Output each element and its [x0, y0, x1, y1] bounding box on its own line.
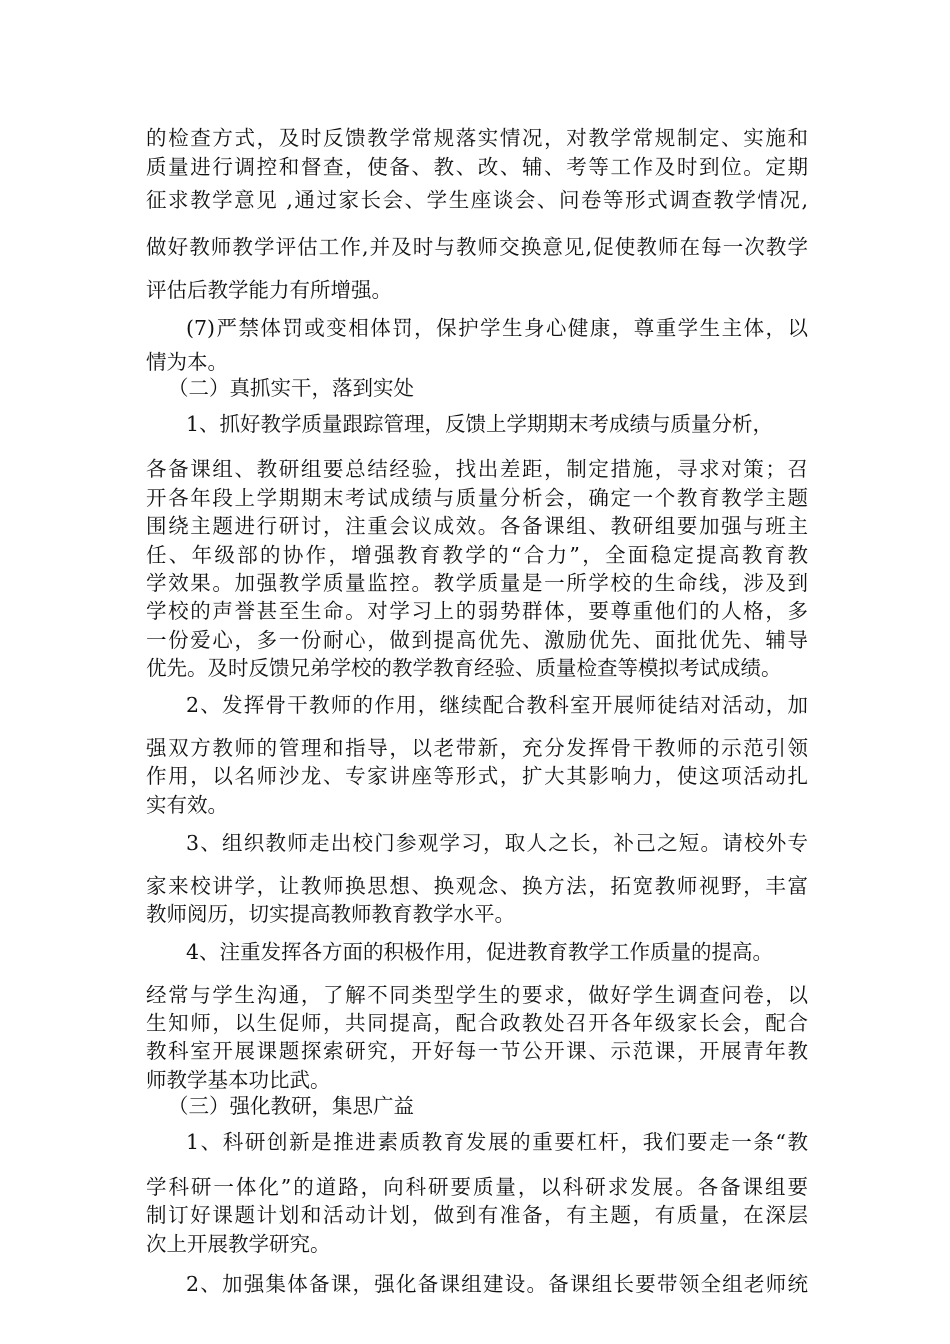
- text-line: 一份爱心，多一份耐心，做到提高优先、激励优先、面批优先、辅导: [146, 628, 808, 652]
- text-line: 学科研一体化”的道路，向科研要质量，以科研求发展。各备课组要: [146, 1175, 808, 1199]
- text-line: 生知师，以生促师，共同提高，配合政教处召开各年级家长会，配合: [146, 1011, 808, 1035]
- text-line: 开各年段上学期期末考试成绩与质量分析会，确定一个教育教学主题: [146, 486, 808, 510]
- text-line: (7)严禁体罚或变相体罚，保护学生身心健康，尊重学生主体，以: [186, 316, 808, 340]
- text-line: 的检查方式，及时反馈教学常规落实情况，对教学常规制定、实施和: [146, 126, 808, 150]
- text-line: 1、科研创新是推进素质教育发展的重要杠杆，我们要走一条“教: [186, 1130, 808, 1154]
- text-line: 教师阅历，切实提高教师教育教学水平。: [146, 902, 515, 926]
- text-line: 质量进行调控和督查，使备、教、改、辅、考等工作及时到位。定期: [146, 155, 808, 179]
- text-line: 情为本。: [146, 350, 228, 374]
- text-line: 任、年级部的协作，增强教育教学的“合力”，全面稳定提高教育教: [146, 543, 808, 567]
- text-line: 1、抓好教学质量跟踪管理，反馈上学期期末考成绩与质量分析，: [186, 412, 774, 436]
- text-line: 2、加强集体备课，强化备课组建设。备课组长要带领全组老师统: [186, 1272, 808, 1296]
- text-line: 评估后教学能力有所增强。: [146, 278, 392, 302]
- section-heading: （三）强化教研，集思广益: [168, 1094, 414, 1118]
- text-line: 强双方教师的管理和指导，以老带新，充分发挥骨干教师的示范引领: [146, 736, 808, 760]
- section-heading: （二）真抓实干，落到实处: [168, 376, 414, 400]
- text-line: 3、组织教师走出校门参观学习，取人之长，补己之短。请校外专: [186, 831, 808, 855]
- text-line: 优先。及时反馈兄弟学校的教学教育经验、质量检查等模拟考试成绩。: [146, 656, 782, 680]
- text-line: 学校的声誉甚至生命。对学习上的弱势群体，要尊重他们的人格，多: [146, 599, 808, 623]
- text-line: 实有效。: [146, 793, 228, 817]
- text-line: 经常与学生沟通，了解不同类型学生的要求，做好学生调查问卷，以: [146, 983, 808, 1007]
- text-line: 4、注重发挥各方面的积极作用，促进教育教学工作质量的提高。: [186, 940, 774, 964]
- text-line: 学效果。加强教学质量监控。教学质量是一所学校的生命线，涉及到: [146, 571, 808, 595]
- text-line: 作用，以名师沙龙、专家讲座等形式，扩大其影响力，使这项活动扎: [146, 764, 808, 788]
- text-line: 次上开展教学研究。: [146, 1232, 331, 1256]
- text-line: 制订好课题计划和活动计划，做到有准备，有主题，有质量，在深层: [146, 1203, 808, 1227]
- text-line: 围绕主题进行研讨，注重会议成效。各备课组、教研组要加强与班主: [146, 514, 808, 538]
- text-line: 2、发挥骨干教师的作用，继续配合教科室开展师徒结对活动，加: [186, 693, 808, 717]
- text-line: 各备课组、教研组要总结经验，找出差距，制定措施，寻求对策；召: [146, 457, 808, 481]
- text-line: 教科室开展课题探索研究，开好每一节公开课、示范课，开展青年教: [146, 1039, 808, 1063]
- text-line: 做好教师教学评估工作,并及时与教师交换意见,促使教师在每一次教学: [146, 235, 808, 259]
- text-line: 师教学基本功比武。: [146, 1068, 331, 1092]
- text-line: 家来校讲学，让教师换思想、换观念、换方法，拓宽教师视野，丰富: [146, 874, 808, 898]
- text-line: 征求教学意见 ,通过家长会、学生座谈会、问卷等形式调查教学情况,: [146, 188, 808, 212]
